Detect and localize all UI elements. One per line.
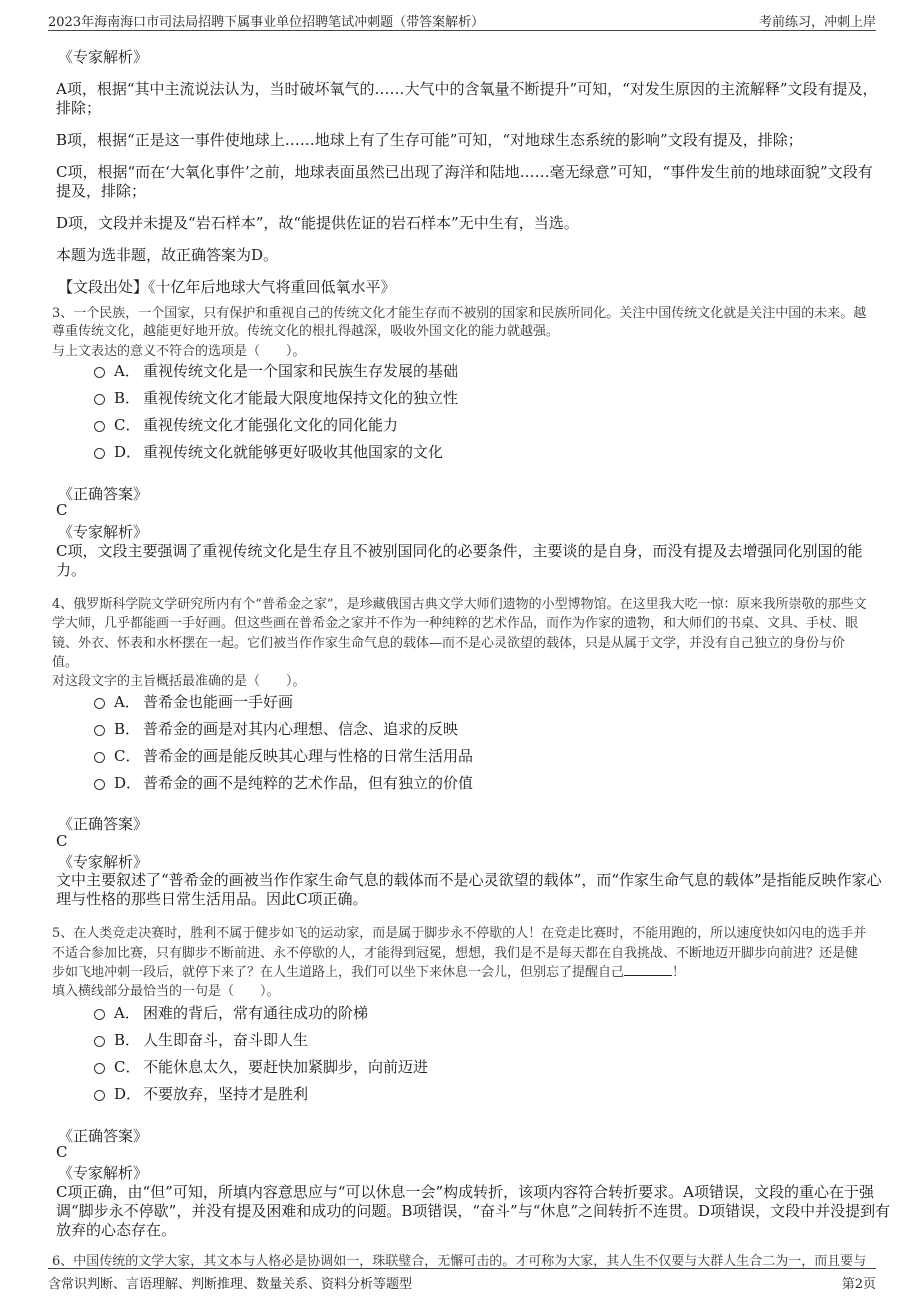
cut-off-line xyxy=(52,1250,872,1269)
option-text: 不能休息太久，要赶快加紧脚步，向前迈进 xyxy=(143,1058,429,1076)
option-text: 普希金也能画一手好画 xyxy=(143,693,294,711)
fill-blank xyxy=(624,963,672,976)
option-text: 普希金的画是对其内心理想、信念、追求的反映 xyxy=(143,720,459,738)
radio-button[interactable] xyxy=(94,1090,105,1101)
analysis-text: C项，文段主要强调了重视传统文化是生存且不被别国同化的必要条件，主要谈的是自身，而没有提及去增强同化别国的能 xyxy=(56,542,863,560)
expert-analysis-label: 《专家解析》 xyxy=(58,48,149,66)
radio-button[interactable] xyxy=(94,421,105,432)
question-prompt: 填入横线部分最恰当的一句是（ ）。 xyxy=(52,984,280,999)
page-header xyxy=(48,8,876,31)
analysis-text: 文中主要叙述了“普希金的画被当作作家生命气息的载体而不是心灵欲望的载体”，而“作家生命气息的载体”是指能反映作家心 xyxy=(56,871,882,889)
analysis-text: 调“脚步永不停歇”，并没有提及困难和成功的问题。B项错误，“奋斗”与“休息”之间转折不连贯。D项错误，文段中并没提到有 xyxy=(56,1202,891,1220)
radio-button[interactable] xyxy=(94,1009,105,1020)
option-text: 不要放弃，坚持才是胜利 xyxy=(143,1085,309,1103)
option-letter: A． xyxy=(114,362,140,380)
question-stem: 值。 xyxy=(52,655,79,670)
analysis-conclusion: 本题为选非题，故正确答案为D。 xyxy=(56,246,279,264)
option-letter: D． xyxy=(114,774,142,792)
option-letter: D． xyxy=(114,1085,142,1103)
question-prompt: 与上文表达的意义不符合的选项是（ ）。 xyxy=(52,344,306,359)
option-text: 普希金的画是能反映其心理与性格的日常生活用品 xyxy=(143,747,474,765)
question-stem-text: ！ xyxy=(672,965,686,980)
option-letter: C． xyxy=(114,1058,141,1076)
expert-analysis-label: 《专家解析》 xyxy=(58,1164,149,1182)
option-letter: D． xyxy=(114,443,142,461)
correct-answer: C xyxy=(56,1143,68,1161)
radio-button[interactable] xyxy=(94,1063,105,1074)
question-stem: 尊重传统文化，越能更好地开放。传统文化的根扎得越深，吸收外国文化的能力就越强。 xyxy=(52,324,560,339)
correct-answer: C xyxy=(56,832,68,850)
analysis-text: 提及，排除； xyxy=(56,182,147,200)
analysis-text: D项，文段并未提及“岩石样本”，故“能提供佐证的岩石样本”无中生有，当选。 xyxy=(56,214,579,232)
footer-description: 含常识判断、言语理解、判断推理、数量关系、资料分析等题型 xyxy=(48,1277,413,1292)
analysis-text: 理与性格的那些日常生活用品。因此C项正确。 xyxy=(56,890,368,908)
option-text: 普希金的画不是纯粹的艺术作品，但有独立的价值 xyxy=(143,774,474,792)
radio-button[interactable] xyxy=(94,698,105,709)
radio-button[interactable] xyxy=(94,448,105,459)
option-text: 困难的背后，常有通往成功的阶梯 xyxy=(143,1004,369,1022)
question-stem: 6、中国传统的文学大家，其文本与人格必是协调如一，珠联璧合，无懈可击的。才可称为大家，其人生不仅要与大群人生合二为一，而且要与 xyxy=(52,1254,867,1269)
radio-button[interactable] xyxy=(94,779,105,790)
question-stem: 不适合参加比赛，只有脚步不断前进、永不停歇的人，才能得到冠冕，想想，我们是不是每天都在自我挑战、不断地迈开脚步向前进？还是健 xyxy=(52,946,859,961)
option-letter: C． xyxy=(114,416,141,434)
header-slogan: 考前练习，冲刺上岸 xyxy=(758,15,876,30)
document-title: 2023年海南海口市司法局招聘下属事业单位招聘笔试冲刺题（带答案解析） xyxy=(48,15,485,30)
correct-answer: C xyxy=(56,501,68,519)
analysis-text: 放弃的心态存在。 xyxy=(56,1221,177,1239)
expert-analysis-label: 《专家解析》 xyxy=(58,853,149,871)
correct-answer-label: 《正确答案》 xyxy=(58,485,149,503)
option-text: 重视传统文化才能强化文化的同化能力 xyxy=(143,416,399,434)
page-number: 第2页 xyxy=(841,1277,876,1292)
page-footer xyxy=(48,1268,876,1291)
radio-button[interactable] xyxy=(94,394,105,405)
question-stem-text: 步如飞地冲刺一段后，就停下来了？在人生道路上，我们可以坐下来休息一会儿，但别忘了提醒自己 xyxy=(52,965,625,980)
option-text: 人生即奋斗，奋斗即人生 xyxy=(143,1031,309,1049)
question-prompt: 对这段文字的主旨概括最准确的是（ ）。 xyxy=(52,674,306,689)
question-stem: 镜、外衣、怀表和水杯摆在一起。它们被当作作家生命气息的载体—而不是心灵欲望的载体，只是从属于文学，并没有自己独立的身份与价 xyxy=(52,636,846,651)
expert-analysis-label: 《专家解析》 xyxy=(58,523,149,541)
analysis-text: 排除； xyxy=(56,99,102,117)
question-stem xyxy=(52,961,685,980)
radio-button[interactable] xyxy=(94,367,105,378)
analysis-text: B项，根据“正是这一事件使地球上……地球上有了生存可能”可知，“对地球生态系统的影响”文段有提及，排除； xyxy=(56,131,803,149)
option-text: 重视传统文化才能最大限度地保持文化的独立性 xyxy=(143,389,459,407)
analysis-text: C项，根据“而在‘大氧化事件’之前，地球表面虽然已出现了海洋和陆地……毫无绿意”可知，“事件发生前的地球面貌”文段有 xyxy=(56,163,873,181)
radio-button[interactable] xyxy=(94,752,105,763)
option-text: 重视传统文化就能够更好吸收其他国家的文化 xyxy=(143,443,444,461)
question-stem: 5、在人类竞走决赛时，胜利不属于健步如飞的运动家，而是属于脚步永不停歇的人！在竞走比赛时，不能用跑的，所以速度快如闪电的选手并 xyxy=(52,926,867,941)
question-stem: 4、俄罗斯科学院文学研究所内有个“普希金之家”，是珍藏俄国古典文学大师们遗物的小型博物馆。在这里我大吃一惊：原来我所崇敬的那些文 xyxy=(52,597,867,612)
radio-button[interactable] xyxy=(94,1036,105,1047)
analysis-text: A项，根据“其中主流说法认为，当时破坏氧气的……大气中的含氧量不断提升”可知，“对发生原因的主流解释”文段有提及， xyxy=(56,80,878,98)
option-letter: A． xyxy=(114,1004,140,1022)
option-text: 重视传统文化是一个国家和民族生存发展的基础 xyxy=(143,362,459,380)
question-stem: 3、一个民族，一个国家，只有保护和重视自己的传统文化才能生存而不被别的国家和民族所同化。关注中国传统文化就是关注中国的未来。越 xyxy=(52,306,867,321)
option-letter: C． xyxy=(114,747,141,765)
radio-button[interactable] xyxy=(94,725,105,736)
option-letter: A． xyxy=(114,693,140,711)
analysis-text: C项正确，由“但”可知，所填内容意思应与“可以休息一会”构成转折，该项内容符合转折要求。A项错误，文段的重心在于强 xyxy=(56,1183,874,1201)
source-citation: 【文段出处】《十亿年后地球大气将重回低氧水平》 xyxy=(58,278,396,296)
correct-answer-label: 《正确答案》 xyxy=(58,1127,149,1145)
option-letter: B． xyxy=(114,389,141,407)
correct-answer-label: 《正确答案》 xyxy=(58,815,149,833)
option-letter: B． xyxy=(114,1031,141,1049)
question-stem: 学大师，几乎都能画一手好画。但这些画在普希金之家并不作为一种纯粹的艺术作品，而作为作家的遗物，和大师们的书桌、文具、手杖、眼 xyxy=(52,616,859,631)
analysis-text: 力。 xyxy=(56,561,87,579)
option-letter: B． xyxy=(114,720,141,738)
